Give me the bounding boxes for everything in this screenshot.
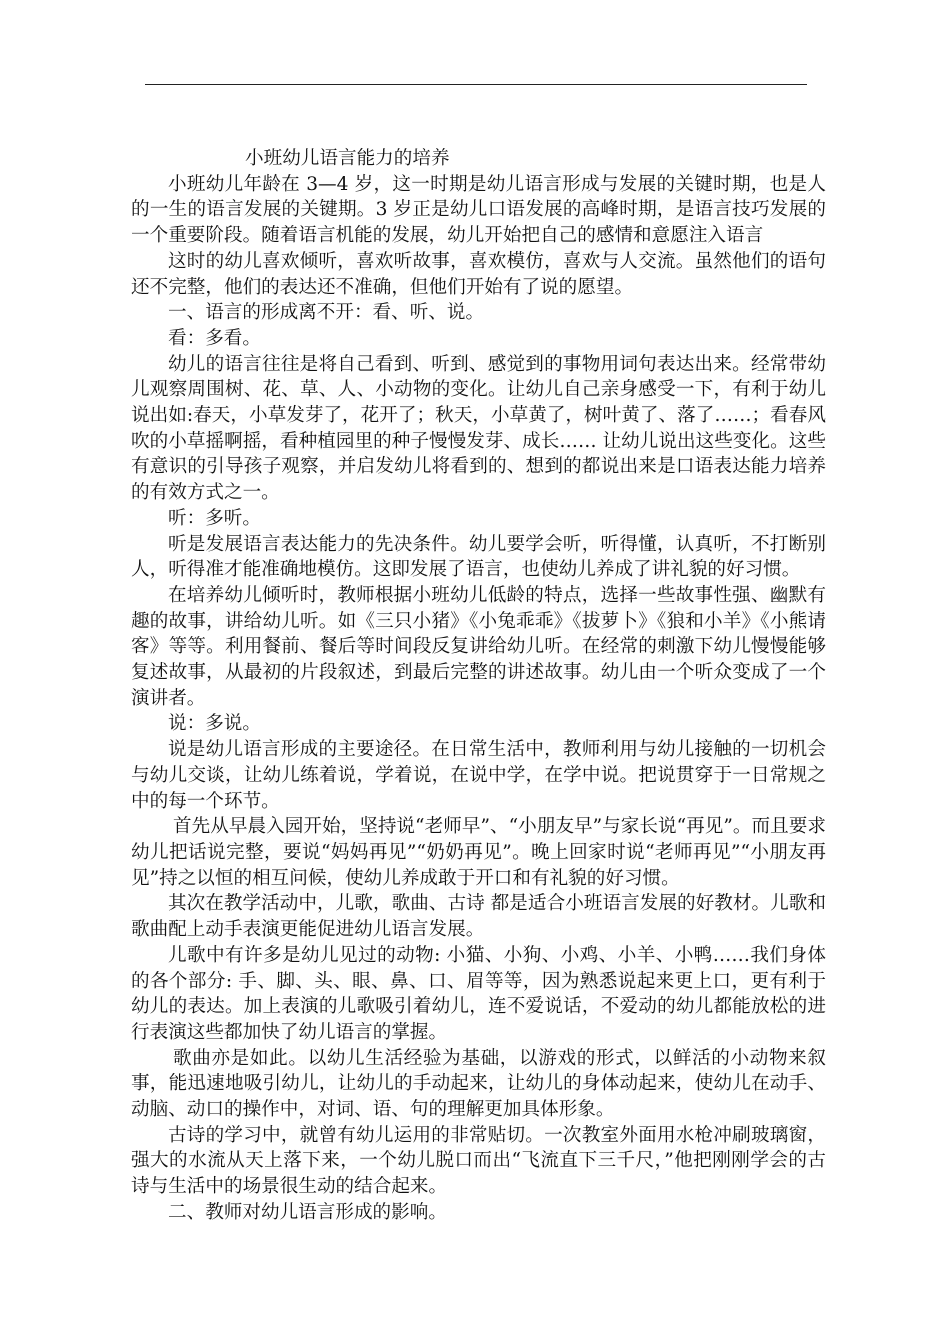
paragraph-greetings: 首先从早晨入园开始，坚持说“老师早”、“小朋友早”与家长说“再见”。而且要求幼儿把话说完整，要说“妈妈再见”“奶奶再见”。晚上回家时说“老师再见”“小朋友再见”持之以恒的相互问候，使幼儿养成敢于开口和有礼貌的好习惯。 xyxy=(131,816,826,889)
section-heading-2: 二、教师对幼儿语言形成的影响。 xyxy=(168,1201,447,1223)
subheading-listen: 听：多听。 xyxy=(168,507,261,529)
paragraph-intro: 小班幼儿年龄在 3—4 岁，这一时期是幼儿语言形成与发展的关键时期，也是人的一生的语言发展的关键期。3 岁正是幼儿口语发展的高峰时期，是语言技巧发展的一个重要阶段。随着语言机能的发展，幼儿开始把自己的感情和意愿注入语言 xyxy=(131,173,826,247)
paragraph-teaching-materials: 其次在教学活动中，儿歌，歌曲、古诗 都是适合小班语言发展的好教材。儿歌和歌曲配上动手表演更能促进幼儿语言发展。 xyxy=(131,893,826,941)
paragraph-nursery-rhymes: 儿歌中有许多是幼儿见过的动物: 小猫、小狗、小鸡、小羊、小鸭……我们身体的各个部分: 手、脚、头、眼、鼻、口、眉等等，因为熟悉说起来更上口，更有利于幼儿的表达。加上表演的儿歌吸引着幼儿，连不爱说话，不爱动的幼儿都能放松的进行表演这些都加快了幼儿语言的掌握。 xyxy=(131,944,826,1043)
paragraph-speak: 说是幼儿语言形成的主要途径。在日常生活中，教师利用与幼儿接触的一切机会与幼儿交谈，让幼儿练着说，学着说，在说中学，在学中说。把说贯穿于一日常规之中的每一个环节。 xyxy=(131,739,826,812)
header-rule xyxy=(145,84,807,85)
paragraph-intro-2: 这时的幼儿喜欢倾听，喜欢听故事，喜欢模仿，喜欢与人交流。虽然他们的语句还不完整，他们的表达还不准确，但他们开始有了说的愿望。 xyxy=(131,250,826,298)
paragraph-look: 幼儿的语言往往是将自己看到、听到、感觉到的事物用词句表达出来。经常带幼儿观察周围树、花、草、人、小动物的变化。让幼儿自己亲身感受一下，有利于幼儿说出如:春天，小草发芽了，花开了；秋天，小草黄了，树叶黄了、落了……；看春风吹的小草摇啊摇，看种植园里的种子慢慢发芽、成长…… 让幼儿说出这些变化。这些有意识的引导孩子观察，并启发幼儿将看到的、想到的都说出来是口语表达能力培养的有效方式之一。 xyxy=(131,353,826,504)
paragraph-songs: 歌曲亦是如此。以幼儿生活经验为基础，以游戏的形式，以鲜活的小动物来叙事，能迅速地吸引幼儿，让幼儿的手动起来，让幼儿的身体动起来，使幼儿在动手、动脑、动口的操作中，对词、语、句的理解更加具体形象。 xyxy=(131,1047,826,1121)
document-body xyxy=(131,146,826,1226)
section-heading-1: 一、语言的形成离不开：看、听、说。 xyxy=(168,302,485,324)
paragraph-poems: 古诗的学习中，就曾有幼儿运用的非常贴切。一次教室外面用水枪冲刷玻璃窗，强大的水流从天上落下来，一个幼儿脱口而出“飞流直下三千尺，”他把刚刚学会的古诗与生活中的场景很生动的结合起来。 xyxy=(131,1124,826,1198)
paragraph-listen-2: 在培养幼儿倾听时，教师根据小班幼儿低龄的特点，选择一些故事性强、幽默有趣的故事，讲给幼儿听。如《三只小猪》《小兔乖乖》《拔萝卜》《狼和小羊》《小熊请客》等等。利用餐前、餐后等时间段反复讲给幼儿听。在经常的刺激下幼儿慢慢能够复述故事，从最初的片段叙述，到最后完整的讲述故事。幼儿由一个听众变成了一个演讲者。 xyxy=(131,584,826,709)
document-title: 小班幼儿语言能力的培养 xyxy=(245,148,450,169)
paragraph-listen: 听是发展语言表达能力的先决条件。幼儿要学会听，听得懂，认真听，不打断别人，听得准才能准确地模仿。这即发展了语言，也使幼儿养成了讲礼貌的好习惯。 xyxy=(131,533,826,581)
subheading-look: 看：多看。 xyxy=(168,327,261,349)
subheading-speak: 说：多说。 xyxy=(168,713,261,735)
